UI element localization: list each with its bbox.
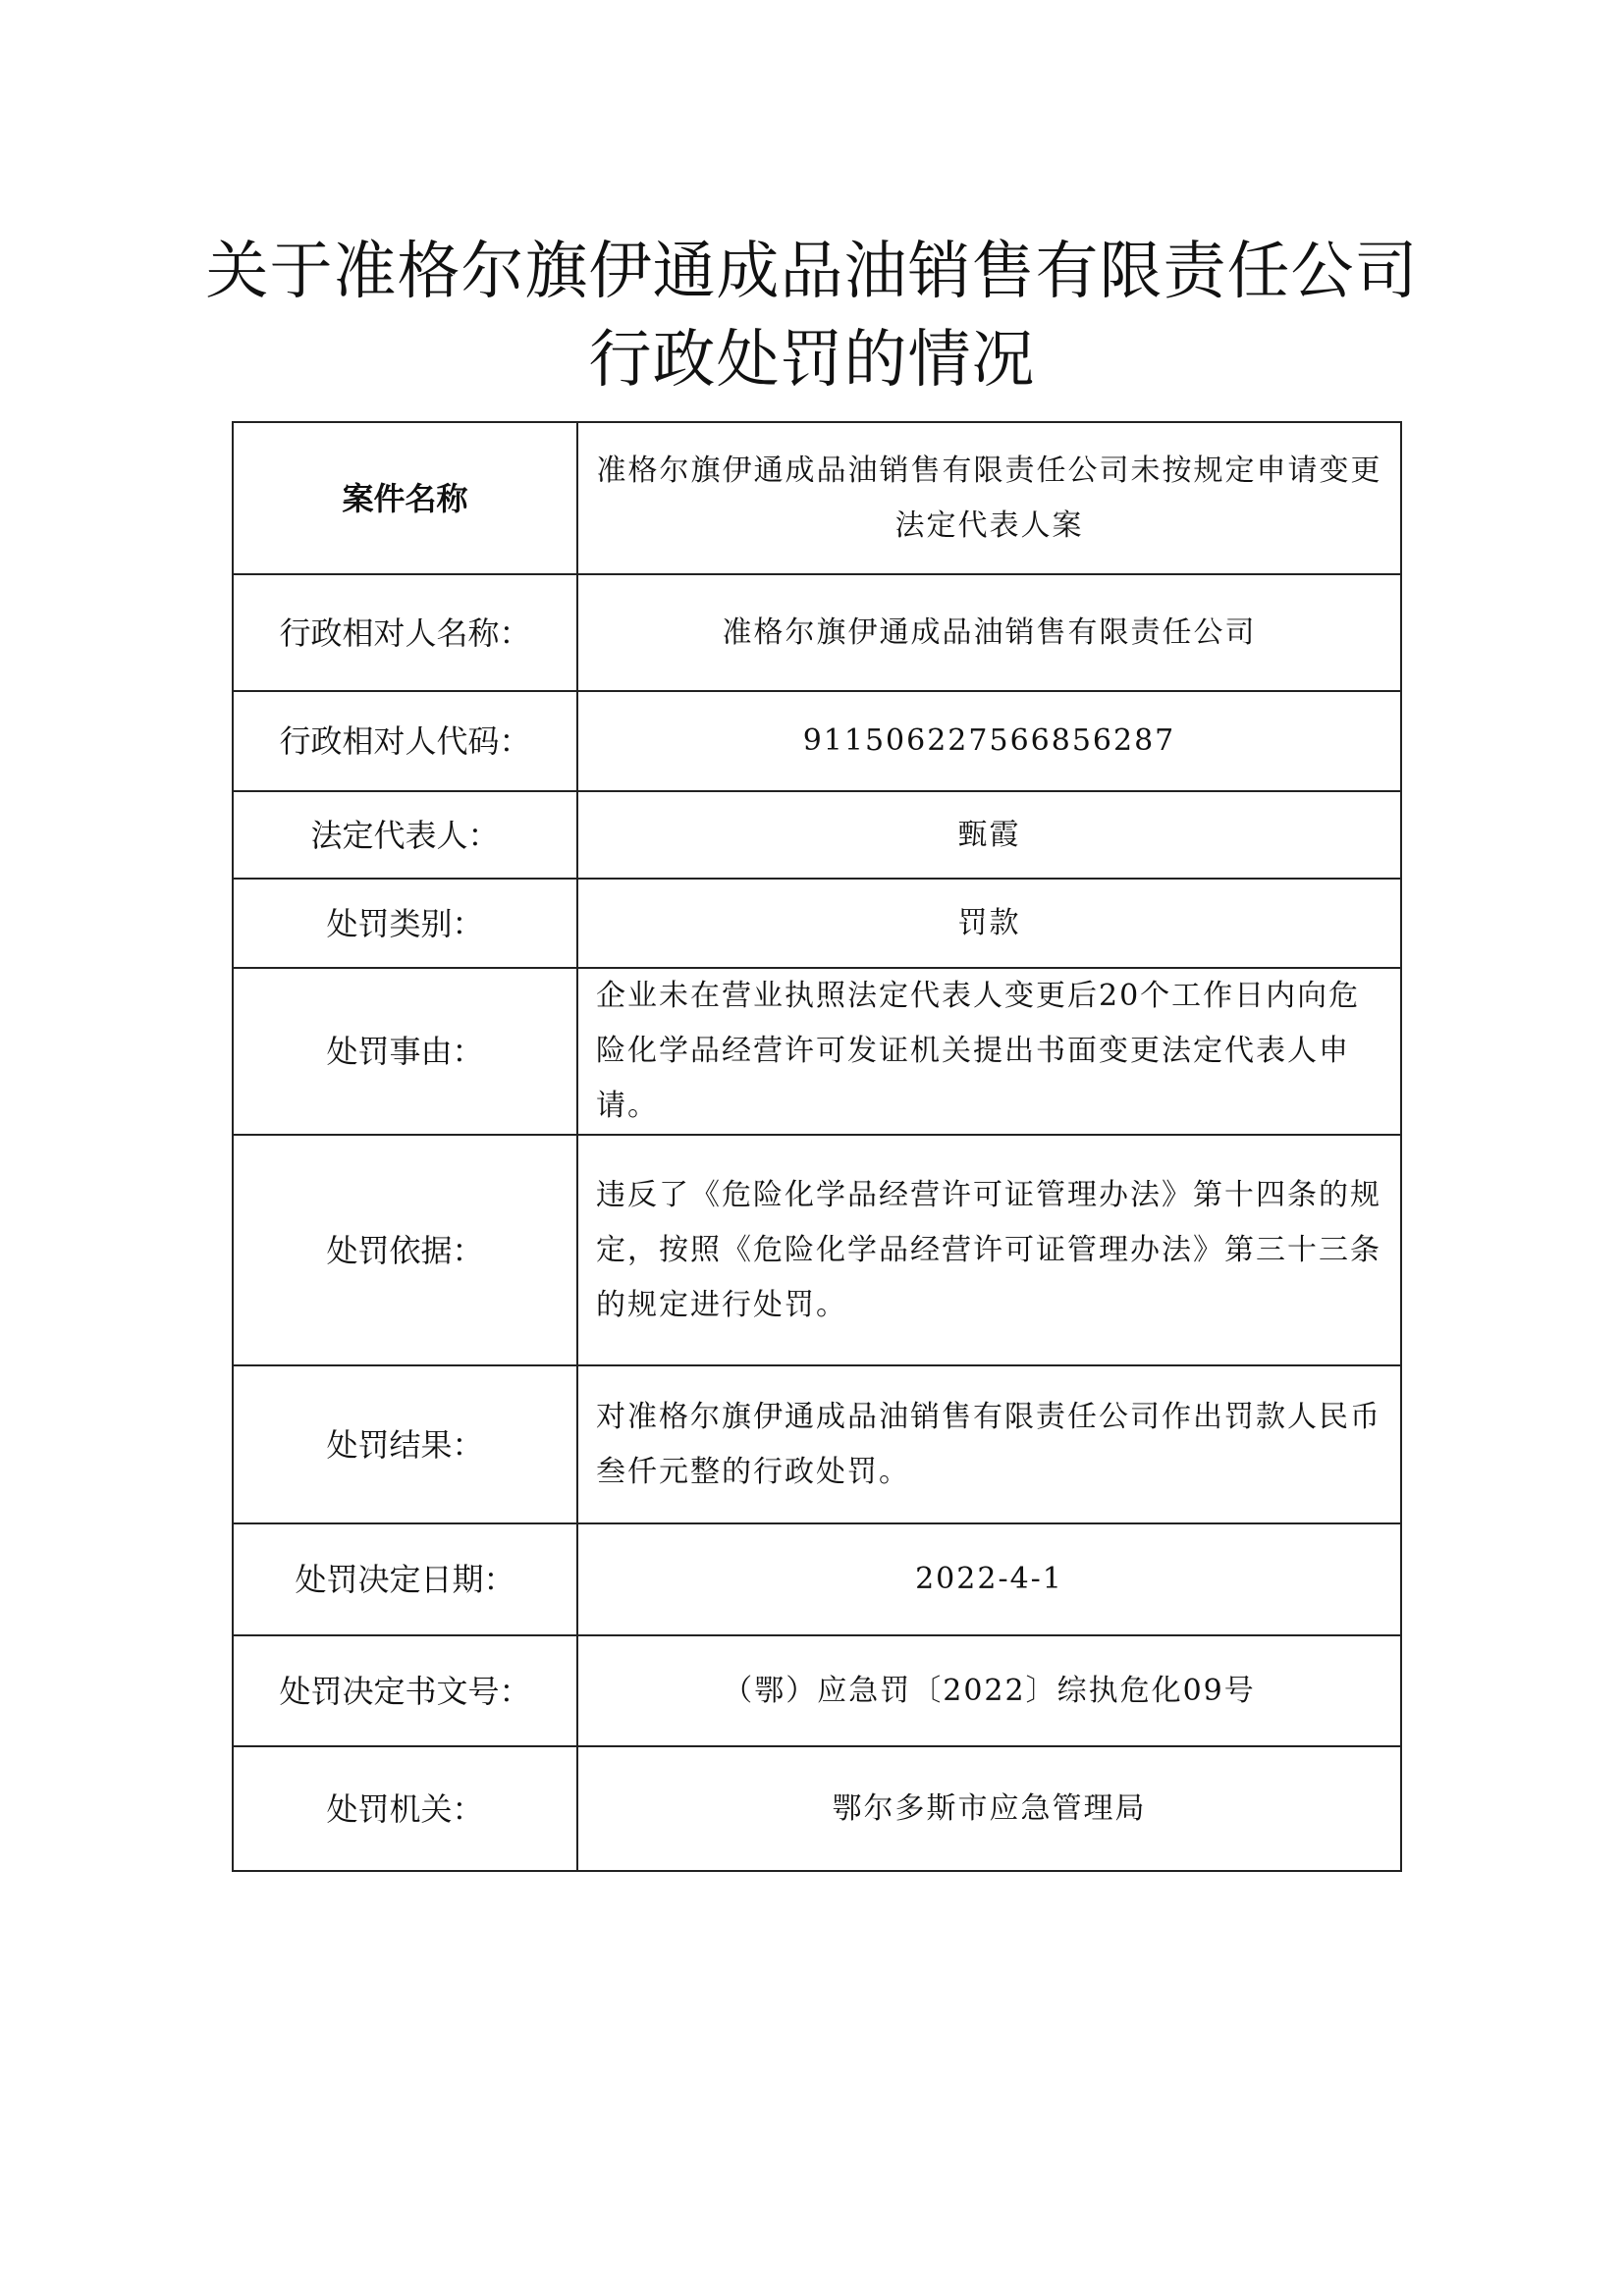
row-legal-rep — [233, 791, 1401, 879]
label-penalty-result: 处罚结果： — [233, 1365, 577, 1523]
value-decision-date: 2022-4-1 — [577, 1523, 1401, 1635]
row-case-name — [233, 422, 1401, 574]
value-legal-rep: 甄霞 — [577, 791, 1401, 879]
label-case-name: 案件名称 — [233, 422, 577, 574]
label-penalty-reason: 处罚事由： — [233, 968, 577, 1135]
label-penalty-basis: 处罚依据： — [233, 1135, 577, 1365]
title-line-1: 关于准格尔旗伊通成品油销售有限责任公司 — [205, 236, 1419, 308]
row-party-code — [233, 691, 1401, 791]
value-party-code: 911506227566856287 — [577, 691, 1401, 791]
penalty-info-table — [232, 421, 1402, 1872]
row-decision-date — [233, 1523, 1401, 1635]
row-decision-number — [233, 1635, 1401, 1746]
value-penalty-result: 对准格尔旗伊通成品油销售有限责任公司作出罚款人民币叁仟元整的行政处罚。 — [577, 1365, 1401, 1523]
value-penalty-reason: 企业未在营业执照法定代表人变更后20个工作日内向危险化学品经营许可发证机关提出书面变更法定代表人申请。 — [577, 968, 1401, 1135]
title-line-2: 行政处罚的情况 — [588, 324, 1036, 397]
value-authority: 鄂尔多斯市应急管理局 — [577, 1746, 1401, 1871]
label-decision-date: 处罚决定日期： — [233, 1523, 577, 1635]
row-penalty-type — [233, 879, 1401, 968]
label-legal-rep: 法定代表人： — [233, 791, 577, 879]
label-authority: 处罚机关： — [233, 1746, 577, 1871]
value-party-name: 准格尔旗伊通成品油销售有限责任公司 — [577, 574, 1401, 691]
row-authority — [233, 1746, 1401, 1871]
row-penalty-basis — [233, 1135, 1401, 1365]
label-party-code: 行政相对人代码： — [233, 691, 577, 791]
label-party-name: 行政相对人名称： — [233, 574, 577, 691]
value-penalty-type: 罚款 — [577, 879, 1401, 968]
label-penalty-type: 处罚类别： — [233, 879, 577, 968]
value-penalty-basis: 违反了《危险化学品经营许可证管理办法》第十四条的规定，按照《危险化学品经营许可证管理办法》第三十三条的规定进行处罚。 — [577, 1135, 1401, 1365]
label-decision-number: 处罚决定书文号： — [233, 1635, 577, 1746]
value-decision-number: （鄂）应急罚〔2022〕综执危化09号 — [577, 1635, 1401, 1746]
row-penalty-result — [233, 1365, 1401, 1523]
value-case-name: 准格尔旗伊通成品油销售有限责任公司未按规定申请变更法定代表人案 — [577, 422, 1401, 574]
row-penalty-reason — [233, 968, 1401, 1135]
row-party-name — [233, 574, 1401, 691]
document-title — [0, 228, 1624, 404]
